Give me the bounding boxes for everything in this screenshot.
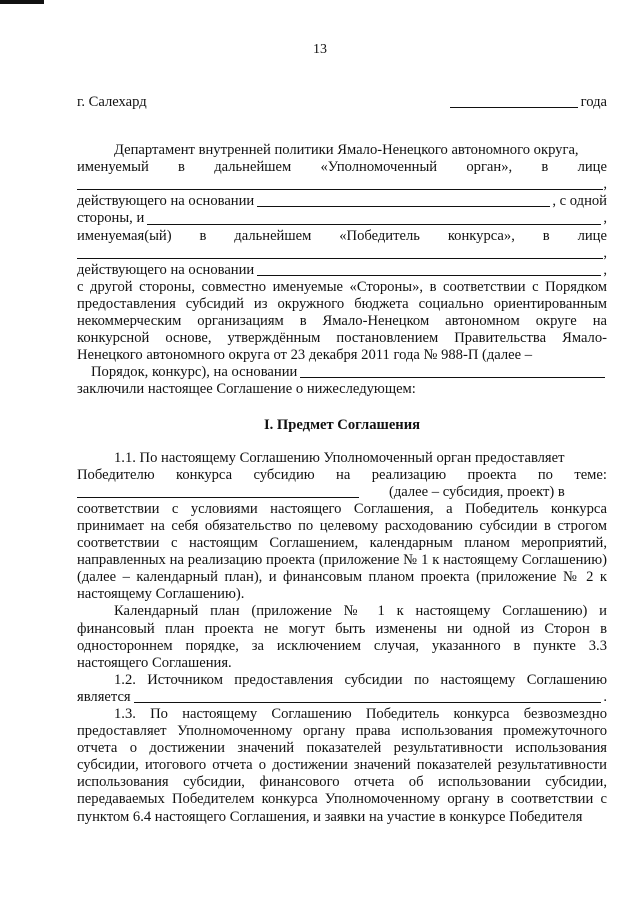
intro-line-6 xyxy=(77,228,607,245)
comma: , xyxy=(603,210,607,227)
word: в xyxy=(541,159,549,176)
comma: , xyxy=(603,261,607,278)
word: конкурса xyxy=(176,466,233,483)
concluded-line: заключили настоящее Соглашение о нижеследующем: xyxy=(77,381,416,398)
basis-line-2 xyxy=(77,262,607,279)
basis-label: действующего на основании xyxy=(77,193,255,210)
word: орган», xyxy=(466,159,513,176)
second-party-line xyxy=(77,210,607,227)
word: в xyxy=(178,159,185,176)
basis-blank xyxy=(257,193,550,207)
basis-blank xyxy=(257,262,601,276)
date-blank xyxy=(450,95,578,108)
clause-1-3: 1.3. По настоящему Соглашению Победитель конкурса безвозмездно предоставляет Уполномоченному органу права использования промежуточного отчета о достижении значений показателей результативности использования субсидии, итогового отчета о достижении значений показателей результативности использования субсидии, финансового отчета об использовании субсидии, передаваемых Победителем конкурса Уполномоченному органу в соответствии с пунктом 6.4 настоящего Соглашения, и заявки на участие в конкурсе Победителя xyxy=(77,706,607,825)
subsidy-definition: (далее – субсидия, проект) в xyxy=(389,483,565,500)
city-label: г. Салехард xyxy=(77,94,147,110)
word: в xyxy=(199,227,207,244)
word: «Уполномоченный xyxy=(320,159,438,176)
second-party-blank xyxy=(147,211,601,225)
clause-1-1-line-1: 1.1. По настоящему Соглашению Уполномоченный орган предоставляет xyxy=(114,449,565,466)
word: лице xyxy=(577,159,607,176)
agreement-document xyxy=(77,84,607,826)
calendar-plan-paragraph: Календарный план (приложение № 1 к настоящему Соглашению) и финансовый план проекта не могут быть изменены ни одной из Сторон в одностороннем порядке, за исключением случая, указанного в пункте 3.3 настоящего Соглашения. xyxy=(77,603,607,671)
basis-label: действующего на основании xyxy=(77,261,255,278)
word: по xyxy=(537,466,553,483)
intro-line-1: Департамент внутренней политики Ямало-Ненецкого автономного округа, xyxy=(114,142,579,159)
word: конкурса», xyxy=(447,227,515,244)
second-party-label: стороны, и xyxy=(77,210,145,227)
scan-corner-mark xyxy=(0,0,44,4)
one-side-text: , с одной xyxy=(552,193,607,210)
date-block xyxy=(450,94,607,111)
intro-body: с другой стороны, совместно именуемые «Стороны», в соответствии с Порядком предоставления субсидий из окружного бюджета социально ориентированным некоммерческим организациям в Ямало-Ненецком автономном округе на конкурсной основе, утверждённым постановлением Правительства Ямало-Ненецкого автономного округа от 23 декабря 2011 года № 988-П (далее – xyxy=(77,278,607,364)
source-label: является xyxy=(77,688,131,705)
order-basis-label: Порядок, конкурс), на основании xyxy=(91,364,298,381)
word: Победителю xyxy=(77,466,155,483)
intro-line-2 xyxy=(77,159,607,176)
blank-line xyxy=(77,245,603,259)
word: именуемая(ый) xyxy=(77,227,172,244)
representative-blank-2 xyxy=(77,245,607,262)
clause-1-2-line-1: 1.2. Источником предоставления субсидии по настоящему Соглашению xyxy=(114,671,607,688)
clause-1-1-line-2 xyxy=(77,467,607,484)
word: дальнейшем xyxy=(234,227,312,244)
clause-1-2-line-2 xyxy=(77,689,607,706)
comma: , xyxy=(603,244,607,261)
word: субсидию xyxy=(253,466,315,483)
comma: , xyxy=(603,176,607,193)
clause-1-1-body: соответствии с условиями настоящего Соглашения, а Победитель конкурса принимает на себя обязательство по целевому расходованию субсидии в строгом соответствии с настоящим Соглашением, календарным планом мероприятий, направленных на реализацию проекта (приложение № 1 к настоящему Соглашению) (далее – календарный план), и финансовым планом проекта (приложение № 2 к настоящему Соглашению). xyxy=(77,500,607,603)
section-1-title: I. Предмет Соглашения xyxy=(263,416,421,433)
basis-line-1 xyxy=(77,193,607,210)
word: в xyxy=(542,227,550,244)
order-basis-line xyxy=(77,364,607,381)
representative-blank-1 xyxy=(77,176,607,193)
project-topic-blank xyxy=(77,485,359,498)
word: «Победитель xyxy=(339,227,420,244)
word: лице xyxy=(577,227,607,244)
year-suffix: года xyxy=(580,94,607,110)
order-basis-blank xyxy=(300,364,605,378)
clause-1-1-line-3 xyxy=(77,484,607,501)
source-blank xyxy=(134,689,602,703)
word: проекта xyxy=(467,466,517,483)
blank-line xyxy=(77,176,603,190)
city-date-line xyxy=(77,94,607,111)
word: теме: xyxy=(574,466,607,483)
page-number: 13 xyxy=(313,42,327,57)
word: дальнейшем xyxy=(214,159,292,176)
period: . xyxy=(603,688,607,705)
word: именуемый xyxy=(77,159,149,176)
word: на xyxy=(336,466,351,483)
word: реализацию xyxy=(371,466,447,483)
